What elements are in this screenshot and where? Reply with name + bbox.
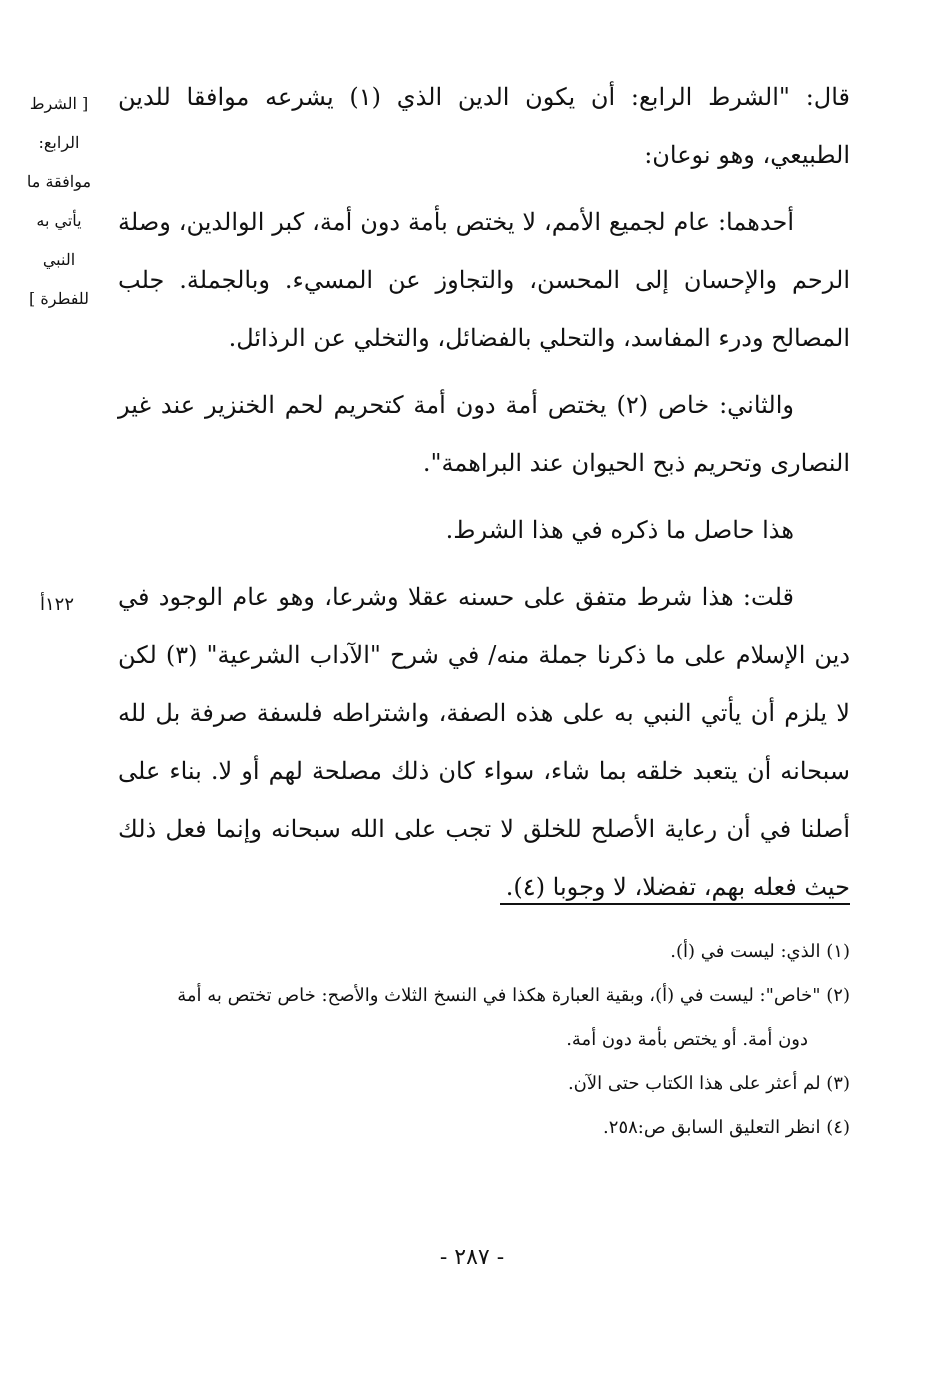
margin-folio-marker: ١٢٢أ: [40, 594, 75, 615]
paragraph-condition-four: قال: "الشرط الرابع: أن يكون الدين الذي (١) يشرعه موافقا للدين الطبيعي، وهو نوعان:: [118, 83, 851, 169]
main-text: [118, 68, 850, 925]
footnote-divider: [500, 903, 850, 905]
page-number: - ٢٨٧ -: [439, 1245, 505, 1270]
paragraph-second-type: والثاني: خاص (٢) يختص أمة دون أمة كتحريم لحم الخنزير عند غير النصارى وتحريم ذبح الحيوان عند البراهمة".: [118, 391, 850, 477]
footnote-4: (٤) انظر التعليق السابق ص:٢٥٨.: [603, 1117, 850, 1138]
footnote-3: (٣) لم أعثر على هذا الكتاب حتى الآن.: [567, 1073, 850, 1094]
paragraph-first-type: أحدهما: عام لجميع الأمم، لا يختص بأمة دون أمة، كبر الوالدين، وصلة الرحم والإحسان إلى المحسن، والتجاوز عن المسيء. وبالجملة. جلب المصالح ودرء المفاسد، والتحلي بالفضائل، والتخلي عن الرذائل.: [118, 208, 850, 352]
footnote-1: (١) الذي: ليست في (أ).: [670, 941, 850, 962]
footnote-2-continuation: دون أمة. أو يختص بأمة دون أمة.: [566, 1029, 808, 1050]
footnote-2: (٢) "خاص": ليست في (أ)، وبقية العبارة هكذا في النسخ الثلاث والأصح: خاص تختص به أمة: [177, 985, 850, 1006]
paragraph-summary: هذا حاصل ما ذكره في هذا الشرط.: [445, 516, 794, 544]
paragraph-commentary: قلت: هذا شرط متفق على حسنه عقلا وشرعا، وهو عام الوجود في دين الإسلام على ما ذكرنا جملة منه/ في شرح "الآداب الشرعية" (٣) لكن لا يلزم أن يأتي النبي به على هذه الصفة، واشتراطه فلسفة صرفة بل لله سبحانه أن يتعبد خلقه بما شاء، سواء كان ذلك مصلحة لهم أو لا. بناء على أصلنا في أن رعاية الأصلح للخلق لا تجب على الله سبحانه وإنما فعل ذلك حيث فعله بهم، تفضلا، لا وجوبا (٤).: [118, 583, 851, 901]
footnotes: [118, 932, 850, 1152]
margin-note: [ الشرط الرابع: موافقة ما يأتي به النبي للفطرة ]: [26, 94, 92, 308]
